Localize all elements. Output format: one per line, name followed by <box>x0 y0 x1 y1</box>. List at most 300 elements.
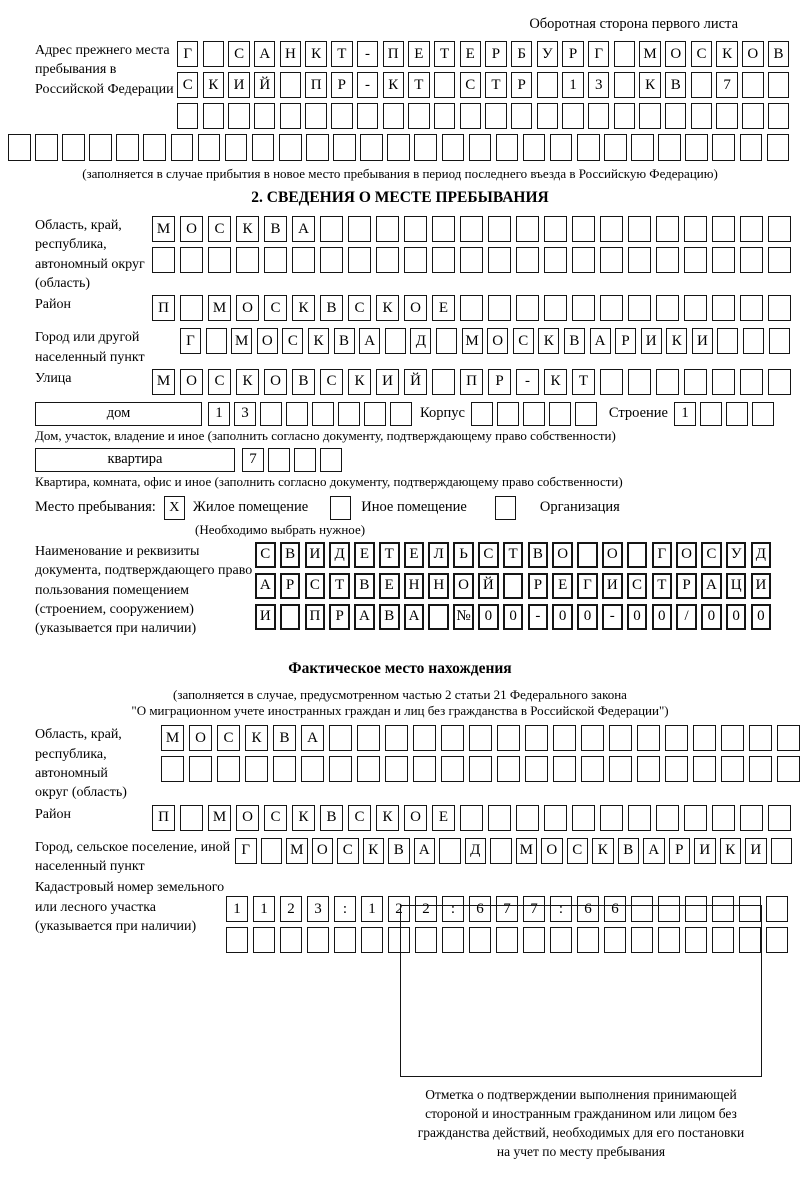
char-box[interactable] <box>180 805 203 831</box>
char-box[interactable] <box>740 369 763 395</box>
char-box[interactable]: В <box>354 573 375 599</box>
char-box[interactable]: А <box>404 604 425 630</box>
char-box[interactable] <box>226 927 248 953</box>
char-box[interactable]: К <box>666 328 687 354</box>
char-box[interactable]: 3 <box>307 896 329 922</box>
char-box[interactable] <box>639 103 660 129</box>
char-box[interactable] <box>360 134 383 161</box>
char-box[interactable] <box>357 756 380 782</box>
char-box[interactable]: Е <box>460 41 481 67</box>
char-box[interactable] <box>460 103 481 129</box>
char-box[interactable] <box>203 41 224 67</box>
char-box[interactable] <box>684 295 707 321</box>
char-box[interactable] <box>245 756 268 782</box>
char-box[interactable] <box>333 134 356 161</box>
char-box[interactable]: О <box>257 328 278 354</box>
char-box[interactable] <box>656 295 679 321</box>
char-box[interactable] <box>503 573 524 599</box>
char-box[interactable] <box>116 134 139 161</box>
char-box[interactable]: Т <box>331 41 352 67</box>
char-box[interactable]: М <box>161 725 184 751</box>
char-box[interactable]: И <box>228 72 249 98</box>
char-box[interactable] <box>254 103 275 129</box>
char-box[interactable] <box>225 134 248 161</box>
char-box[interactable] <box>768 216 791 242</box>
char-box[interactable]: 0 <box>478 604 499 630</box>
char-box[interactable]: Б <box>511 41 532 67</box>
char-box[interactable] <box>572 805 595 831</box>
char-box[interactable]: 2 <box>280 896 302 922</box>
char-box[interactable] <box>294 448 316 472</box>
char-box[interactable]: - <box>516 369 539 395</box>
char-box[interactable] <box>716 103 737 129</box>
char-box[interactable] <box>488 805 511 831</box>
char-box[interactable] <box>497 402 519 426</box>
char-box[interactable] <box>516 216 539 242</box>
char-box[interactable] <box>361 927 383 953</box>
char-box[interactable] <box>766 896 788 922</box>
char-box[interactable]: А <box>643 838 665 864</box>
char-box[interactable] <box>740 216 763 242</box>
char-box[interactable]: 1 <box>562 72 583 98</box>
char-box[interactable]: К <box>203 72 224 98</box>
char-box[interactable] <box>329 756 352 782</box>
char-box[interactable] <box>460 216 483 242</box>
char-box[interactable] <box>609 756 632 782</box>
char-box[interactable] <box>279 134 302 161</box>
char-box[interactable] <box>572 247 595 273</box>
char-box[interactable]: К <box>308 328 329 354</box>
char-box[interactable] <box>364 402 386 426</box>
char-box[interactable]: Р <box>669 838 691 864</box>
char-box[interactable]: С <box>627 573 648 599</box>
char-box[interactable]: - <box>357 72 378 98</box>
char-box[interactable] <box>691 72 712 98</box>
char-box[interactable]: Т <box>485 72 506 98</box>
char-box[interactable] <box>306 134 329 161</box>
char-box[interactable]: К <box>383 72 404 98</box>
char-box[interactable] <box>523 134 546 161</box>
char-box[interactable]: С <box>208 216 231 242</box>
char-box[interactable] <box>180 295 203 321</box>
char-box[interactable] <box>685 134 708 161</box>
char-box[interactable]: 0 <box>701 604 722 630</box>
char-box[interactable]: М <box>516 838 538 864</box>
char-box[interactable]: П <box>383 41 404 67</box>
char-box[interactable]: - <box>357 41 378 67</box>
char-box[interactable]: : <box>442 896 464 922</box>
char-box[interactable]: Ь <box>453 542 474 568</box>
char-box[interactable]: А <box>701 573 722 599</box>
char-box[interactable]: К <box>538 328 559 354</box>
char-box[interactable]: О <box>180 369 203 395</box>
char-box[interactable] <box>198 134 221 161</box>
char-box[interactable] <box>260 402 282 426</box>
char-box[interactable] <box>572 216 595 242</box>
char-box[interactable]: А <box>292 216 315 242</box>
char-box[interactable]: К <box>236 369 259 395</box>
char-box[interactable] <box>684 247 707 273</box>
char-box[interactable]: 7 <box>242 448 264 472</box>
char-box[interactable] <box>280 927 302 953</box>
char-box[interactable] <box>206 328 227 354</box>
char-box[interactable]: В <box>320 805 343 831</box>
char-box[interactable] <box>404 247 427 273</box>
char-box[interactable] <box>432 369 455 395</box>
char-box[interactable]: Р <box>331 72 352 98</box>
char-box[interactable]: О <box>665 41 686 67</box>
char-box[interactable] <box>658 134 681 161</box>
char-box[interactable]: О <box>404 805 427 831</box>
char-box[interactable] <box>469 756 492 782</box>
char-box[interactable] <box>436 328 457 354</box>
char-box[interactable] <box>305 103 326 129</box>
char-box[interactable]: 0 <box>503 604 524 630</box>
char-box[interactable]: А <box>254 41 275 67</box>
char-box[interactable]: Й <box>478 573 499 599</box>
char-box[interactable] <box>628 295 651 321</box>
char-box[interactable] <box>743 328 764 354</box>
char-box[interactable]: О <box>552 542 573 568</box>
char-box[interactable]: К <box>236 216 259 242</box>
char-box[interactable] <box>577 134 600 161</box>
char-box[interactable]: У <box>726 542 747 568</box>
char-box[interactable] <box>390 402 412 426</box>
char-box[interactable]: М <box>462 328 483 354</box>
char-box[interactable] <box>408 103 429 129</box>
char-box[interactable] <box>525 756 548 782</box>
char-box[interactable] <box>348 216 371 242</box>
char-box[interactable]: В <box>292 369 315 395</box>
char-box[interactable]: А <box>414 838 436 864</box>
char-box[interactable] <box>614 41 635 67</box>
char-box[interactable]: С <box>691 41 712 67</box>
char-box[interactable] <box>614 72 635 98</box>
char-box[interactable] <box>768 805 791 831</box>
char-box[interactable]: С <box>567 838 589 864</box>
char-box[interactable]: Р <box>511 72 532 98</box>
char-box[interactable] <box>768 72 789 98</box>
char-box[interactable]: И <box>751 573 772 599</box>
char-box[interactable] <box>189 756 212 782</box>
char-box[interactable] <box>357 103 378 129</box>
char-box[interactable]: О <box>180 216 203 242</box>
char-box[interactable]: 1 <box>674 402 696 426</box>
char-box[interactable] <box>442 134 465 161</box>
char-box[interactable]: 3 <box>234 402 256 426</box>
char-box[interactable] <box>441 725 464 751</box>
char-box[interactable] <box>575 402 597 426</box>
char-box[interactable] <box>537 103 558 129</box>
char-box[interactable]: Н <box>404 573 425 599</box>
char-box[interactable]: О <box>312 838 334 864</box>
char-box[interactable]: П <box>305 72 326 98</box>
char-box[interactable] <box>766 927 788 953</box>
char-box[interactable] <box>609 725 632 751</box>
char-box[interactable]: С <box>337 838 359 864</box>
char-box[interactable]: / <box>676 604 697 630</box>
char-box[interactable] <box>771 838 793 864</box>
char-box[interactable] <box>749 725 772 751</box>
char-box[interactable]: 1 <box>361 896 383 922</box>
char-box[interactable]: И <box>641 328 662 354</box>
char-box[interactable]: № <box>453 604 474 630</box>
char-box[interactable] <box>628 805 651 831</box>
char-box[interactable] <box>485 103 506 129</box>
char-box[interactable] <box>177 103 198 129</box>
char-box[interactable] <box>537 72 558 98</box>
char-box[interactable] <box>292 247 315 273</box>
char-box[interactable] <box>656 369 679 395</box>
char-box[interactable]: М <box>208 295 231 321</box>
char-box[interactable]: О <box>236 805 259 831</box>
char-box[interactable] <box>208 247 231 273</box>
char-box[interactable]: Р <box>329 604 350 630</box>
char-box[interactable] <box>777 725 800 751</box>
char-box[interactable] <box>264 247 287 273</box>
char-box[interactable] <box>553 756 576 782</box>
char-box[interactable] <box>252 134 275 161</box>
char-box[interactable] <box>334 927 356 953</box>
char-box[interactable] <box>712 134 735 161</box>
char-box[interactable] <box>631 134 654 161</box>
char-box[interactable]: В <box>320 295 343 321</box>
char-box[interactable]: Г <box>235 838 257 864</box>
char-box[interactable]: 6 <box>469 896 491 922</box>
char-box[interactable]: С <box>208 369 231 395</box>
char-box[interactable]: Е <box>552 573 573 599</box>
char-box[interactable] <box>320 448 342 472</box>
char-box[interactable] <box>684 216 707 242</box>
char-box[interactable] <box>273 756 296 782</box>
char-box[interactable] <box>577 542 598 568</box>
char-box[interactable]: В <box>334 328 355 354</box>
char-box[interactable] <box>562 103 583 129</box>
char-box[interactable]: Д <box>329 542 350 568</box>
char-box[interactable] <box>740 295 763 321</box>
char-box[interactable] <box>357 725 380 751</box>
char-box[interactable] <box>8 134 31 161</box>
char-box[interactable]: Т <box>434 41 455 67</box>
char-box[interactable] <box>628 247 651 273</box>
char-box[interactable] <box>749 756 772 782</box>
char-box[interactable] <box>516 295 539 321</box>
char-box[interactable]: Й <box>254 72 275 98</box>
char-box[interactable] <box>338 402 360 426</box>
char-box[interactable]: 6 <box>577 896 599 922</box>
char-box[interactable] <box>721 725 744 751</box>
char-box[interactable]: Г <box>577 573 598 599</box>
char-box[interactable] <box>693 725 716 751</box>
char-box[interactable]: 7 <box>523 896 545 922</box>
residential-checkbox[interactable]: X <box>164 496 185 520</box>
char-box[interactable] <box>604 134 627 161</box>
char-box[interactable]: Р <box>488 369 511 395</box>
char-box[interactable] <box>628 216 651 242</box>
char-box[interactable]: С <box>320 369 343 395</box>
char-box[interactable]: К <box>544 369 567 395</box>
char-box[interactable] <box>348 247 371 273</box>
char-box[interactable] <box>777 756 800 782</box>
char-box[interactable]: В <box>379 604 400 630</box>
char-box[interactable]: 1 <box>226 896 248 922</box>
char-box[interactable]: 1 <box>253 896 275 922</box>
char-box[interactable] <box>656 247 679 273</box>
char-box[interactable]: 2 <box>388 896 410 922</box>
char-box[interactable]: А <box>354 604 375 630</box>
char-box[interactable]: П <box>305 604 326 630</box>
char-box[interactable] <box>434 103 455 129</box>
char-box[interactable] <box>525 725 548 751</box>
char-box[interactable] <box>627 542 648 568</box>
char-box[interactable] <box>385 756 408 782</box>
char-box[interactable] <box>553 725 576 751</box>
char-box[interactable] <box>665 756 688 782</box>
char-box[interactable]: К <box>348 369 371 395</box>
char-box[interactable]: М <box>152 216 175 242</box>
char-box[interactable] <box>488 216 511 242</box>
char-box[interactable] <box>280 604 301 630</box>
char-box[interactable]: В <box>618 838 640 864</box>
char-box[interactable]: 6 <box>604 896 626 922</box>
char-box[interactable]: 1 <box>208 402 230 426</box>
char-box[interactable] <box>432 247 455 273</box>
char-box[interactable]: А <box>590 328 611 354</box>
char-box[interactable]: И <box>694 838 716 864</box>
char-box[interactable]: С <box>460 72 481 98</box>
char-box[interactable] <box>376 247 399 273</box>
char-box[interactable]: 7 <box>716 72 737 98</box>
char-box[interactable]: О <box>487 328 508 354</box>
char-box[interactable]: Е <box>432 295 455 321</box>
char-box[interactable] <box>460 805 483 831</box>
char-box[interactable]: Л <box>428 542 449 568</box>
char-box[interactable] <box>469 134 492 161</box>
char-box[interactable]: 0 <box>726 604 747 630</box>
char-box[interactable] <box>171 134 194 161</box>
char-box[interactable] <box>488 295 511 321</box>
char-box[interactable] <box>656 216 679 242</box>
char-box[interactable]: И <box>692 328 713 354</box>
char-box[interactable] <box>320 216 343 242</box>
char-box[interactable] <box>581 756 604 782</box>
char-box[interactable]: О <box>541 838 563 864</box>
char-box[interactable]: 2 <box>415 896 437 922</box>
char-box[interactable]: К <box>716 41 737 67</box>
char-box[interactable] <box>665 725 688 751</box>
char-box[interactable] <box>460 295 483 321</box>
char-box[interactable]: С <box>217 725 240 751</box>
char-box[interactable]: С <box>264 295 287 321</box>
char-box[interactable] <box>329 725 352 751</box>
char-box[interactable] <box>665 103 686 129</box>
char-box[interactable] <box>684 369 707 395</box>
char-box[interactable]: 0 <box>751 604 772 630</box>
char-box[interactable]: С <box>305 573 326 599</box>
char-box[interactable] <box>496 134 519 161</box>
char-box[interactable]: С <box>513 328 534 354</box>
char-box[interactable]: О <box>676 542 697 568</box>
char-box[interactable]: И <box>602 573 623 599</box>
char-box[interactable] <box>656 805 679 831</box>
char-box[interactable]: К <box>376 805 399 831</box>
house-type-box[interactable]: дом <box>35 402 202 426</box>
char-box[interactable]: Т <box>572 369 595 395</box>
char-box[interactable]: М <box>152 369 175 395</box>
char-box[interactable] <box>331 103 352 129</box>
char-box[interactable] <box>740 805 763 831</box>
char-box[interactable]: - <box>528 604 549 630</box>
char-box[interactable]: С <box>701 542 722 568</box>
char-box[interactable] <box>572 295 595 321</box>
char-box[interactable]: Е <box>408 41 429 67</box>
char-box[interactable]: О <box>404 295 427 321</box>
char-box[interactable]: : <box>334 896 356 922</box>
char-box[interactable]: Р <box>615 328 636 354</box>
char-box[interactable] <box>307 927 329 953</box>
organization-checkbox[interactable] <box>495 496 516 520</box>
char-box[interactable]: В <box>768 41 789 67</box>
char-box[interactable] <box>726 402 748 426</box>
char-box[interactable] <box>471 402 493 426</box>
char-box[interactable]: О <box>602 542 623 568</box>
char-box[interactable] <box>549 402 571 426</box>
char-box[interactable]: 0 <box>652 604 673 630</box>
char-box[interactable]: К <box>592 838 614 864</box>
char-box[interactable]: С <box>348 805 371 831</box>
char-box[interactable]: 7 <box>496 896 518 922</box>
char-box[interactable] <box>600 216 623 242</box>
char-box[interactable]: У <box>537 41 558 67</box>
char-box[interactable]: О <box>264 369 287 395</box>
char-box[interactable] <box>614 103 635 129</box>
char-box[interactable]: К <box>292 805 315 831</box>
char-box[interactable] <box>152 247 175 273</box>
char-box[interactable] <box>768 295 791 321</box>
char-box[interactable] <box>693 756 716 782</box>
char-box[interactable]: Г <box>177 41 198 67</box>
char-box[interactable] <box>385 725 408 751</box>
char-box[interactable] <box>700 402 722 426</box>
char-box[interactable] <box>768 103 789 129</box>
char-box[interactable] <box>752 402 774 426</box>
char-box[interactable] <box>280 103 301 129</box>
char-box[interactable]: В <box>264 216 287 242</box>
char-box[interactable]: - <box>602 604 623 630</box>
char-box[interactable] <box>712 247 735 273</box>
char-box[interactable]: И <box>255 604 276 630</box>
char-box[interactable] <box>301 756 324 782</box>
char-box[interactable]: В <box>273 725 296 751</box>
char-box[interactable] <box>721 756 744 782</box>
char-box[interactable]: Р <box>676 573 697 599</box>
char-box[interactable] <box>490 838 512 864</box>
char-box[interactable]: Н <box>280 41 301 67</box>
char-box[interactable]: : <box>550 896 572 922</box>
char-box[interactable] <box>600 805 623 831</box>
char-box[interactable] <box>740 247 763 273</box>
char-box[interactable] <box>161 756 184 782</box>
char-box[interactable] <box>544 295 567 321</box>
char-box[interactable] <box>439 838 461 864</box>
char-box[interactable] <box>434 72 455 98</box>
char-box[interactable]: Й <box>404 369 427 395</box>
char-box[interactable]: О <box>742 41 763 67</box>
char-box[interactable]: К <box>376 295 399 321</box>
char-box[interactable]: Р <box>562 41 583 67</box>
char-box[interactable]: 0 <box>552 604 573 630</box>
char-box[interactable]: А <box>301 725 324 751</box>
